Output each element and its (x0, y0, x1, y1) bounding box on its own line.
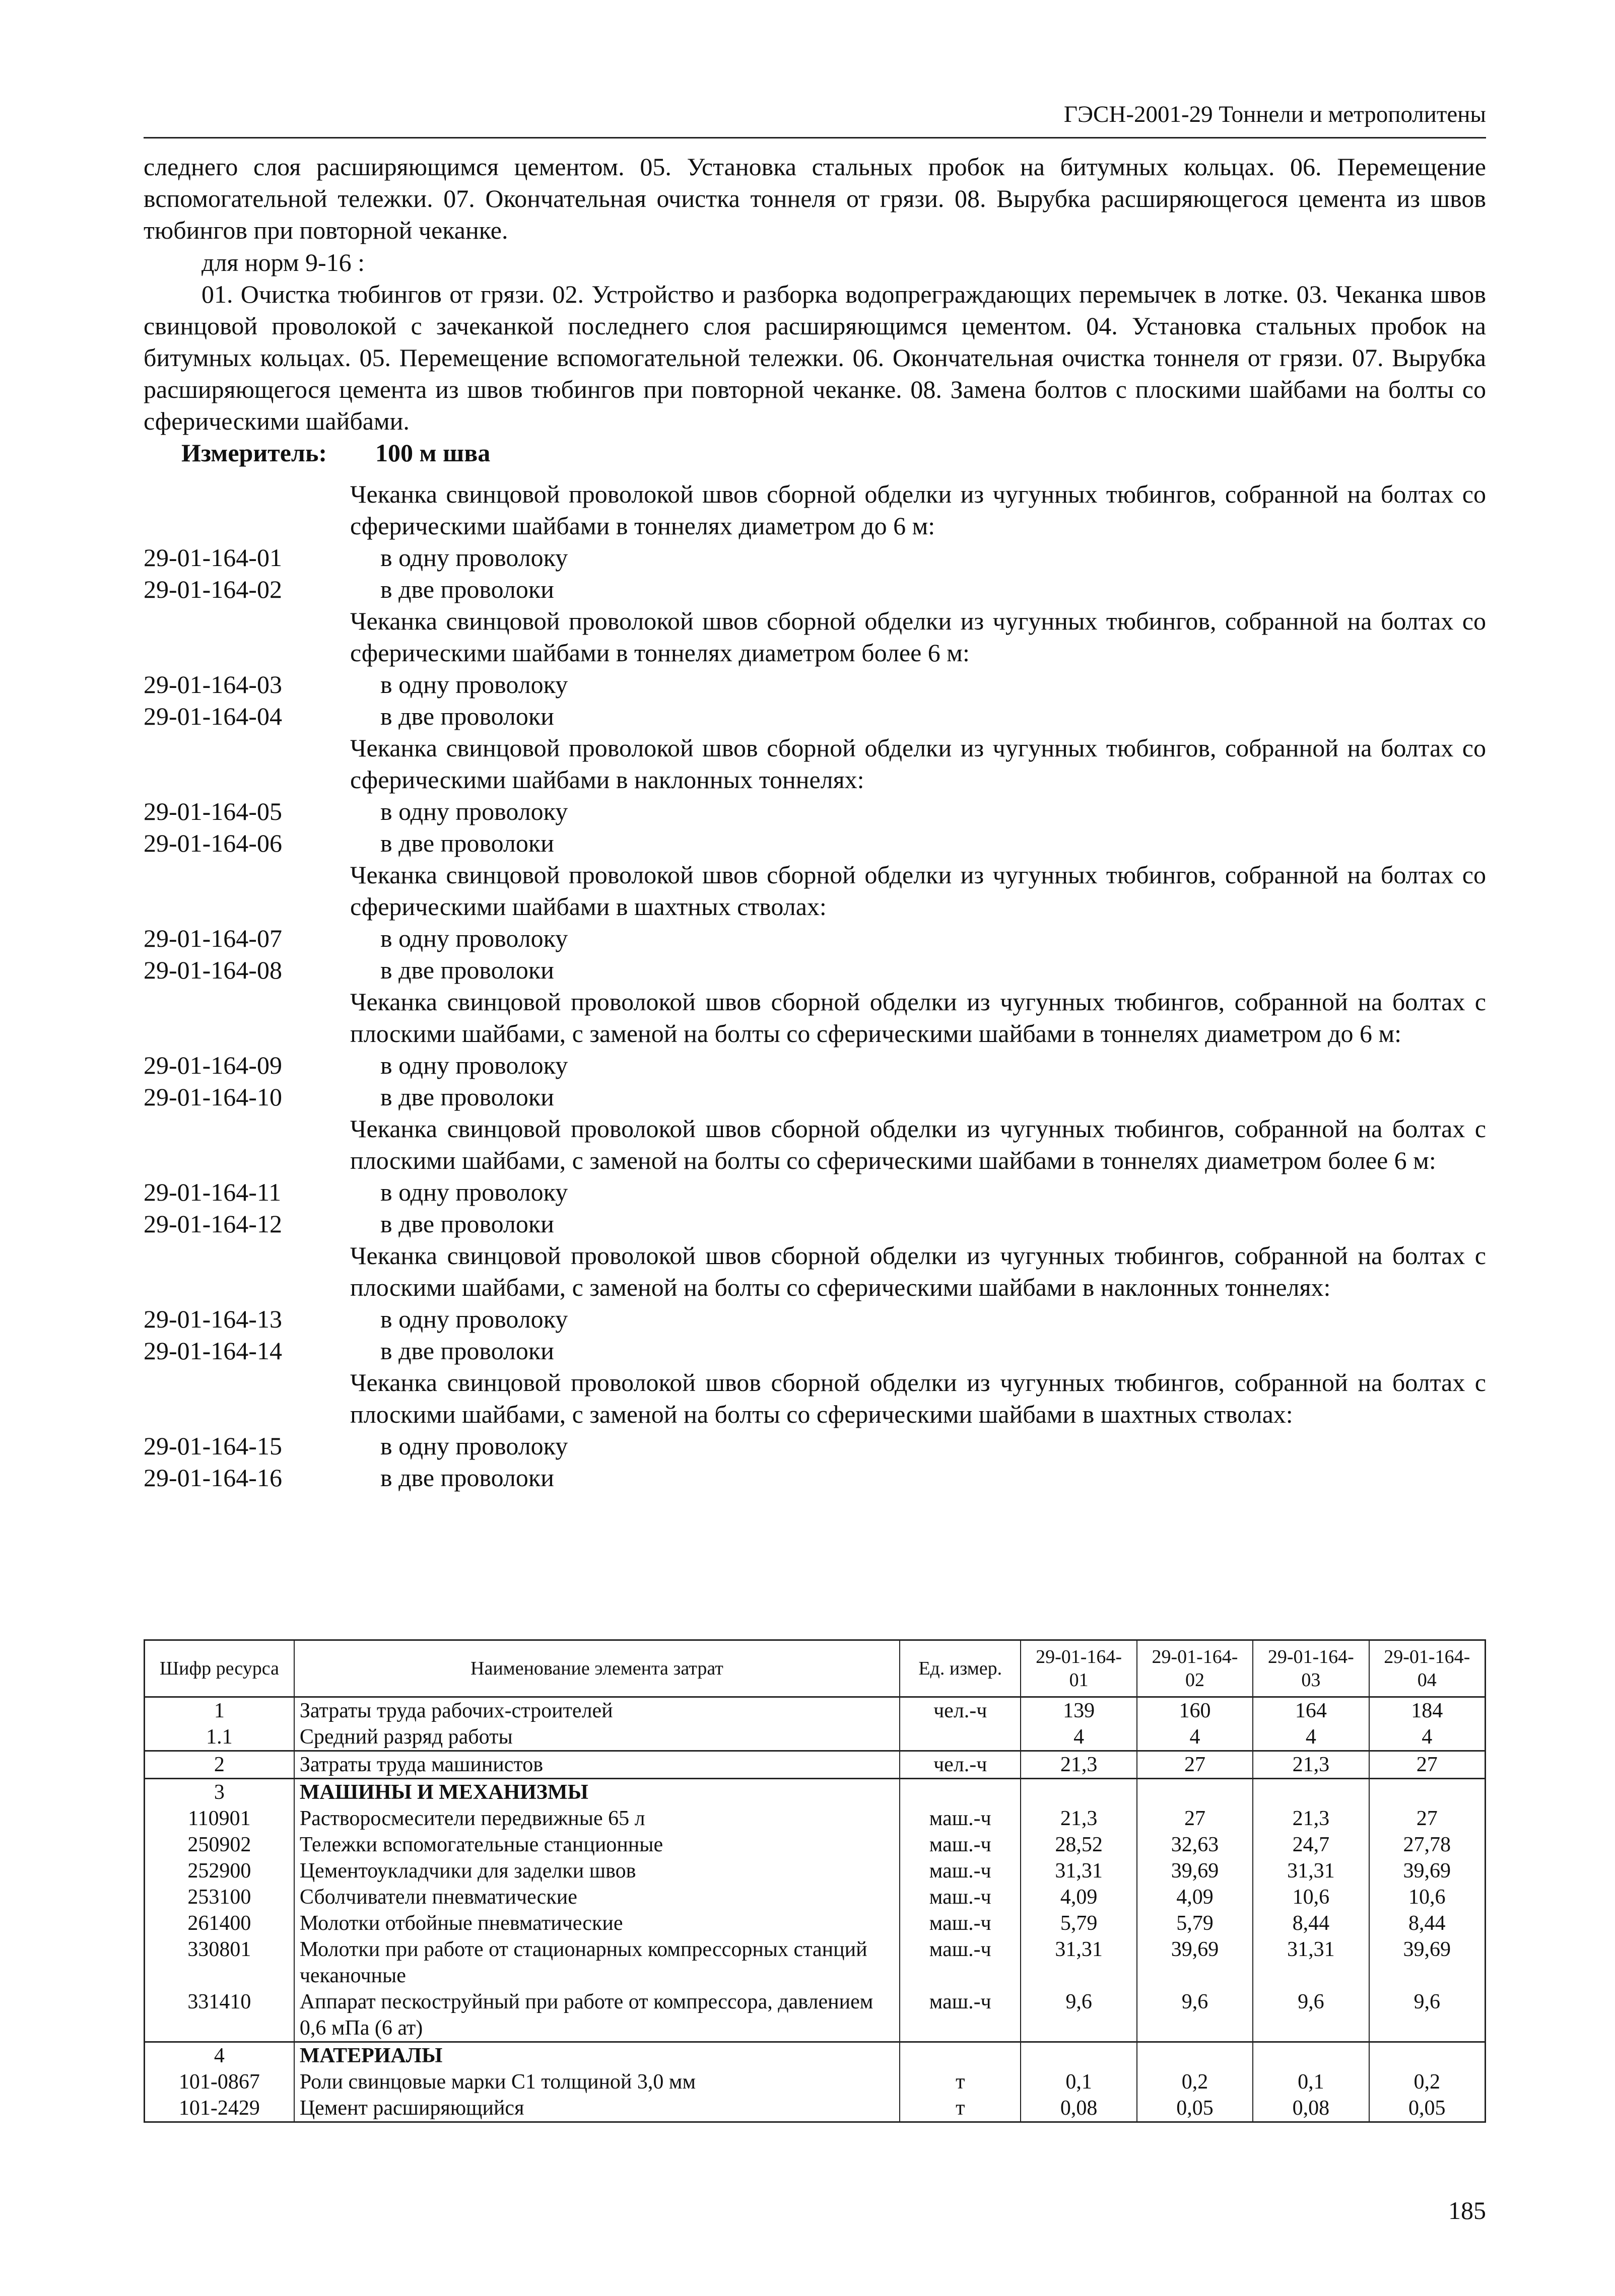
table-row (145, 1910, 1486, 1936)
cell-value: 27,78 (1369, 1832, 1486, 1858)
cell-unit: маш.-ч (900, 1936, 1021, 1989)
cell-value: 39,69 (1369, 1858, 1486, 1884)
cell-value: 0,1 (1021, 2069, 1136, 2095)
norm-code: 29-01-164-11 (144, 1178, 282, 1206)
cell-value: 27 (1137, 1751, 1253, 1779)
cell-value: 39,69 (1369, 1936, 1486, 1989)
cell-code: 330801 (145, 1936, 294, 1989)
cell-value: 4 (1021, 1724, 1136, 1751)
norm-item (144, 1303, 1486, 1335)
norm-code: 29-01-164-13 (144, 1305, 282, 1333)
norm-label: в одну проволоку (380, 1432, 568, 1460)
cell-name: Цемент расширяющийся (294, 2095, 900, 2122)
cell-value: 10,6 (1369, 1884, 1486, 1910)
cell-value: 4 (1253, 1724, 1369, 1751)
header-unit: Ед. измер. (900, 1640, 1021, 1697)
resource-table (144, 1639, 1486, 2123)
cell-code: 253100 (145, 1884, 294, 1910)
cell-value: 39,69 (1137, 1936, 1253, 1989)
cell-value: 9,6 (1253, 1989, 1369, 2042)
norm-code: 29-01-164-16 (144, 1464, 282, 1492)
cell-value: 27 (1137, 1805, 1253, 1832)
cell-code: 110901 (145, 1805, 294, 1832)
cell-value (1137, 1779, 1253, 1806)
cell-value: 21,3 (1253, 1751, 1369, 1779)
cell-value: 164 (1253, 1697, 1369, 1724)
cell-value (1253, 2042, 1369, 2069)
intro-paragraph-3: 01. Очистка тюбингов от грязи. 02. Устройство и разборка водопреграждающих перемычек в лотке. 03. Чеканка швов свинцовой проволокой с зачеканкой последнего слоя расширяющимся цементом. 04. Установка стальных пробок на битумных кольцах. 05. Перемещение вспомогательной тележки. 06. Окончательная очистка тоннеля от грязи. 07. Вырубка расширяющегося цемента из швов тюбингов при повторной чеканке. 08. Замена болтов с плоскими шайбами на болты со сферическими шайбами. (144, 280, 1486, 435)
header-col-1: 29-01-164-01 (1021, 1640, 1136, 1697)
cell-name: Средний разряд работы (294, 1724, 900, 1751)
norm-item (144, 923, 1486, 954)
norm-group-title: Чеканка свинцовой проволокой швов сборной обделки из чугунных тюбингов, собранной на болтах со сферическими шайбами в наклонных тоннелях: (350, 734, 1486, 794)
cell-code: 2 (145, 1751, 294, 1779)
norm-item (144, 1462, 1486, 1494)
cell-value: 0,08 (1253, 2095, 1369, 2122)
cell-name: Тележки вспомогательные станционные (294, 1832, 900, 1858)
norm-item (144, 701, 1486, 732)
intro-paragraph-1: следнего слоя расширяющимся цементом. 05. Установка стальных пробок на битумных кольцах. 06. Перемещение вспомогательной тележки. 07. Окончательная очистка тоннеля от грязи. 08. Вырубка расширяющегося цемента из швов тюбингов при повторной чеканке. (144, 153, 1486, 244)
cell-value: 27 (1369, 1805, 1486, 1832)
norm-code: 29-01-164-08 (144, 956, 282, 984)
cell-value: 31,31 (1021, 1858, 1136, 1884)
cell-unit (900, 2042, 1021, 2069)
cell-value: 9,6 (1137, 1989, 1253, 2042)
table-row (145, 1858, 1486, 1884)
table-header-row (145, 1640, 1486, 1697)
table-row (145, 1697, 1486, 1724)
cell-code: 1.1 (145, 1724, 294, 1751)
norm-item (144, 827, 1486, 859)
table-row (145, 2069, 1486, 2095)
cell-value: 32,63 (1137, 1832, 1253, 1858)
cell-value: 24,7 (1253, 1832, 1369, 1858)
cell-value: 31,31 (1021, 1936, 1136, 1989)
norm-group-title: Чеканка свинцовой проволокой швов сборной обделки из чугунных тюбингов, собранной на болтах со сферическими шайбами в тоннелях диаметром более 6 м: (350, 607, 1486, 667)
running-head: ГЭСН-2001-29 Тоннели и метрополитены (1063, 101, 1486, 127)
table-row (145, 2042, 1486, 2069)
header-name: Наименование элемента затрат (294, 1640, 900, 1697)
cell-unit: маш.-ч (900, 1884, 1021, 1910)
cell-value: 0,05 (1369, 2095, 1486, 2122)
cell-name: Молотки при работе от стационарных компрессорных станций чеканочные (294, 1936, 900, 1989)
cell-unit: маш.-ч (900, 1910, 1021, 1936)
table-row (145, 1724, 1486, 1751)
norm-item (144, 669, 1486, 701)
cell-value: 4,09 (1021, 1884, 1136, 1910)
table-row (145, 1884, 1486, 1910)
cell-value: 4,09 (1137, 1884, 1253, 1910)
cell-value: 8,44 (1369, 1910, 1486, 1936)
table-row (145, 2095, 1486, 2122)
cell-value: 0,1 (1253, 2069, 1369, 2095)
header-rule (144, 137, 1486, 138)
cell-name: МАТЕРИАЛЫ (294, 2042, 900, 2069)
cell-unit: чел.-ч (900, 1697, 1021, 1724)
norm-label: в две проволоки (380, 702, 554, 730)
cell-name: Цементоукладчики для заделки швов (294, 1858, 900, 1884)
intro-paragraph-2: для норм 9-16 : (201, 248, 365, 276)
cell-value: 39,69 (1137, 1858, 1253, 1884)
table-row (145, 1936, 1486, 1989)
norm-entries (144, 478, 1486, 1494)
cell-unit: чел.-ч (900, 1751, 1021, 1779)
norm-label: в одну проволоку (380, 543, 568, 572)
cell-value (1137, 2042, 1253, 2069)
cell-value: 8,44 (1253, 1910, 1369, 1936)
norm-group-title: Чеканка свинцовой проволокой швов сборной обделки из чугунных тюбингов, собранной на болтах со сферическими шайбами в тоннелях диаметром до 6 м: (350, 480, 1486, 540)
norm-item (144, 954, 1486, 986)
cell-value: 184 (1369, 1697, 1486, 1724)
cell-code: 101-2429 (145, 2095, 294, 2122)
cell-value: 0,08 (1021, 2095, 1136, 2122)
header-col-3: 29-01-164-03 (1253, 1640, 1369, 1697)
cell-name: Молотки отбойные пневматические (294, 1910, 900, 1936)
cell-name: Роли свинцовые марки С1 толщиной 3,0 мм (294, 2069, 900, 2095)
cell-code: 250902 (145, 1832, 294, 1858)
norm-group-title: Чеканка свинцовой проволокой швов сборной обделки из чугунных тюбингов, собранной на болтах с плоскими шайбами, с заменой на болты со сферическими шайбами в наклонных тоннелях: (350, 1241, 1486, 1301)
table-body (145, 1697, 1486, 2122)
cell-value: 4 (1369, 1724, 1486, 1751)
norm-group-title: Чеканка свинцовой проволокой швов сборной обделки из чугунных тюбингов, собранной на болтах с плоскими шайбами, с заменой на болты со сферическими шайбами в шахтных стволах: (350, 1368, 1486, 1428)
norm-code: 29-01-164-07 (144, 924, 282, 952)
cell-code: 4 (145, 2042, 294, 2069)
norm-code: 29-01-164-09 (144, 1051, 282, 1079)
norm-item (144, 574, 1486, 605)
norm-group-title: Чеканка свинцовой проволокой швов сборной обделки из чугунных тюбингов, собранной на болтах с плоскими шайбами, с заменой на болты со сферическими шайбами в тоннелях диаметром до 6 м: (350, 988, 1486, 1048)
norm-label: в одну проволоку (380, 1051, 568, 1079)
table-row (145, 1989, 1486, 2042)
cell-unit (900, 1724, 1021, 1751)
cell-code: 331410 (145, 1989, 294, 2042)
norm-label: в две проволоки (380, 575, 554, 603)
cell-value: 0,2 (1369, 2069, 1486, 2095)
cell-value: 10,6 (1253, 1884, 1369, 1910)
norm-label: в две проволоки (380, 1083, 554, 1111)
norm-group-title: Чеканка свинцовой проволокой швов сборной обделки из чугунных тюбингов, собранной на болтах с плоскими шайбами, с заменой на болты со сферическими шайбами в тоннелях диаметром более 6 м: (350, 1115, 1486, 1174)
cell-unit (900, 1779, 1021, 1806)
norm-code: 29-01-164-02 (144, 575, 282, 603)
cell-value: 28,52 (1021, 1832, 1136, 1858)
norm-label: в две проволоки (380, 829, 554, 857)
cell-value (1253, 1779, 1369, 1806)
cell-name: МАШИНЫ И МЕХАНИЗМЫ (294, 1779, 900, 1806)
cell-value: 0,2 (1137, 2069, 1253, 2095)
cell-code: 252900 (145, 1858, 294, 1884)
cell-unit: т (900, 2095, 1021, 2122)
norm-item (144, 1176, 1486, 1208)
norm-code: 29-01-164-12 (144, 1210, 282, 1238)
cell-name: Затраты труда машинистов (294, 1751, 900, 1779)
cell-unit: т (900, 2069, 1021, 2095)
cell-name: Сболчиватели пневматические (294, 1884, 900, 1910)
cell-value: 0,05 (1137, 2095, 1253, 2122)
cell-value: 9,6 (1369, 1989, 1486, 2042)
cell-value (1369, 2042, 1486, 2069)
norm-code: 29-01-164-06 (144, 829, 282, 857)
cell-unit: маш.-ч (900, 1989, 1021, 2042)
cell-code: 101-0867 (145, 2069, 294, 2095)
header-col-2: 29-01-164-02 (1137, 1640, 1253, 1697)
cell-value: 31,31 (1253, 1936, 1369, 1989)
measurer-value: 100 м шва (375, 439, 491, 467)
table-row (145, 1832, 1486, 1858)
cell-value: 160 (1137, 1697, 1253, 1724)
cell-code: 261400 (145, 1910, 294, 1936)
cell-code: 3 (145, 1779, 294, 1806)
norm-code: 29-01-164-14 (144, 1337, 282, 1365)
measurer-label: Измеритель: (181, 439, 327, 467)
norm-label: в две проволоки (380, 1464, 554, 1492)
norm-item (144, 796, 1486, 827)
norm-item (144, 1208, 1486, 1240)
cell-value: 31,31 (1253, 1858, 1369, 1884)
norm-item (144, 1430, 1486, 1462)
cell-name: Растворосмесители передвижные 65 л (294, 1805, 900, 1832)
norm-label: в одну проволоку (380, 924, 568, 952)
norm-item (144, 1050, 1486, 1081)
cell-value: 21,3 (1021, 1751, 1136, 1779)
norm-label: в две проволоки (380, 1337, 554, 1365)
page-number: 185 (1448, 2196, 1486, 2224)
header-col-4: 29-01-164-04 (1369, 1640, 1486, 1697)
norm-label: в две проволоки (380, 1210, 554, 1238)
cell-value: 139 (1021, 1697, 1136, 1724)
norm-code: 29-01-164-05 (144, 797, 282, 825)
norm-code: 29-01-164-03 (144, 670, 282, 699)
cell-name: Аппарат пескоструйный при работе от компрессора, давлением 0,6 мПа (6 ат) (294, 1989, 900, 2042)
norm-code: 29-01-164-15 (144, 1432, 282, 1460)
table-row (145, 1779, 1486, 1806)
norm-group-title: Чеканка свинцовой проволокой швов сборной обделки из чугунных тюбингов, собранной на болтах со сферическими шайбами в шахтных стволах: (350, 861, 1486, 921)
norm-label: в одну проволоку (380, 1178, 568, 1206)
norm-code: 29-01-164-04 (144, 702, 282, 730)
cell-unit: маш.-ч (900, 1832, 1021, 1858)
norm-label: в две проволоки (380, 956, 554, 984)
norm-label: в одну проволоку (380, 670, 568, 699)
cell-value: 5,79 (1137, 1910, 1253, 1936)
cell-value (1369, 1779, 1486, 1806)
cell-value: 5,79 (1021, 1910, 1136, 1936)
cell-name: Затраты труда рабочих-строителей (294, 1697, 900, 1724)
cell-value: 21,3 (1021, 1805, 1136, 1832)
norm-item (144, 1081, 1486, 1113)
norm-label: в одну проволоку (380, 797, 568, 825)
cell-code: 1 (145, 1697, 294, 1724)
cell-unit: маш.-ч (900, 1805, 1021, 1832)
norm-label: в одну проволоку (380, 1305, 568, 1333)
cell-value: 4 (1137, 1724, 1253, 1751)
norm-code: 29-01-164-01 (144, 543, 282, 572)
cell-unit: маш.-ч (900, 1858, 1021, 1884)
norm-item (144, 542, 1486, 574)
cell-value: 27 (1369, 1751, 1486, 1779)
norm-item (144, 1335, 1486, 1367)
norm-code: 29-01-164-10 (144, 1083, 282, 1111)
table-row (145, 1751, 1486, 1779)
header-code: Шифр ресурса (145, 1640, 294, 1697)
cell-value (1021, 1779, 1136, 1806)
cell-value (1021, 2042, 1136, 2069)
cell-value: 9,6 (1021, 1989, 1136, 2042)
cell-value: 21,3 (1253, 1805, 1369, 1832)
table-row (145, 1805, 1486, 1832)
